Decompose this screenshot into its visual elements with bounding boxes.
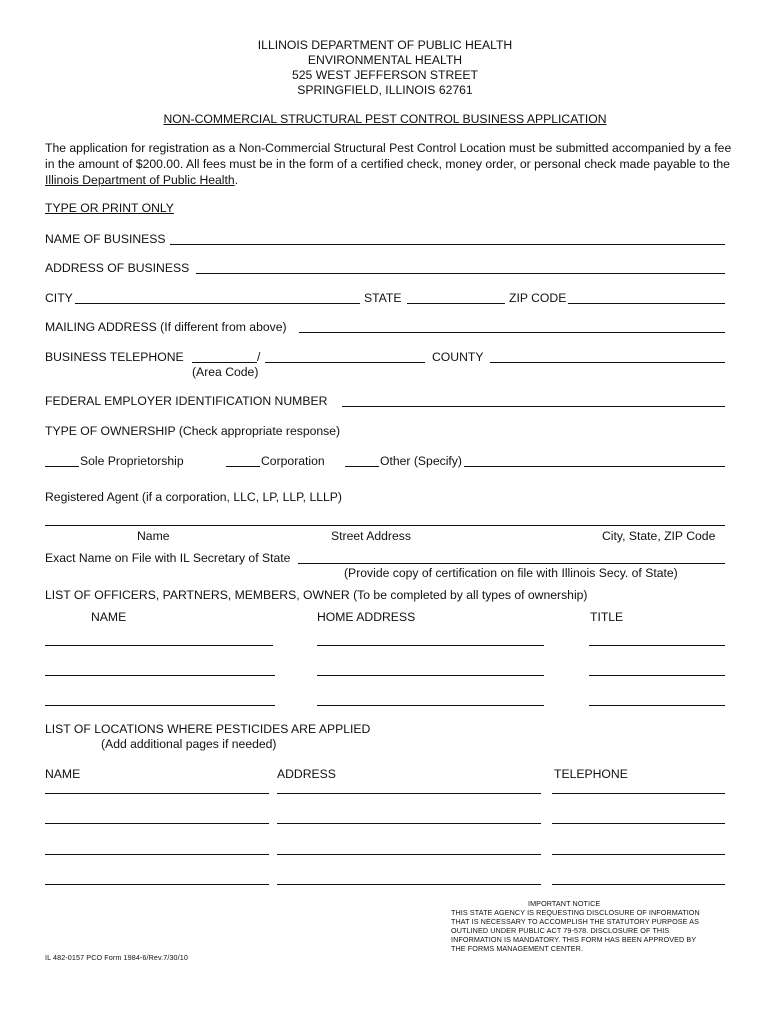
notice-line: THIS STATE AGENCY IS REQUESTING DISCLOSURE OF INFORMATION: [451, 908, 700, 917]
location-telephone-field[interactable]: [552, 840, 725, 855]
exact-name-field[interactable]: [298, 549, 725, 564]
officer-title-field[interactable]: [589, 661, 725, 676]
area-code-caption: (Area Code): [192, 365, 259, 379]
location-address-field[interactable]: [277, 809, 541, 824]
street-address: 525 WEST JEFFERSON STREET: [291, 68, 478, 82]
provide-copy-note: (Provide copy of certification on file with Illinois Secy. of State): [344, 566, 678, 580]
officer-address-field[interactable]: [317, 661, 544, 676]
agency-name: ILLINOIS DEPARTMENT OF PUBLIC HEALTH: [257, 38, 513, 52]
name-of-business-label: NAME OF BUSINESS: [45, 232, 166, 246]
agent-city-caption: City, State, ZIP Code: [602, 529, 716, 543]
agent-name-caption: Name: [137, 529, 170, 543]
address-of-business-field[interactable]: [196, 259, 725, 274]
location-name-field[interactable]: [45, 809, 269, 824]
officer-name-field[interactable]: [45, 691, 275, 706]
notice-line: THE FORMS MANAGEMENT CENTER.: [451, 944, 584, 953]
mailing-address-field[interactable]: [299, 318, 725, 333]
phone-separator: /: [257, 350, 261, 364]
officers-title-header: TITLE: [590, 610, 624, 624]
notice-line: THAT IS NECESSARY TO ACCOMPLISH THE STATUTORY PURPOSE AS: [451, 917, 700, 926]
locations-telephone-header: TELEPHONE: [554, 767, 628, 781]
intro-paragraph: [45, 140, 735, 188]
city-field[interactable]: [75, 289, 360, 304]
other-checkbox[interactable]: [345, 452, 379, 467]
area-code-field[interactable]: [192, 348, 257, 363]
idph-payee: Illinois Department of Public Health: [45, 173, 235, 187]
registered-agent-field[interactable]: [45, 511, 725, 526]
locations-name-header: NAME: [45, 767, 81, 781]
exact-name-label: Exact Name on File with IL Secretary of State: [45, 551, 291, 565]
locations-heading: LIST OF LOCATIONS WHERE PESTICIDES ARE APPLIED: [45, 722, 371, 736]
officers-home-address-header: HOME ADDRESS: [317, 610, 416, 624]
other-specify-label: Other (Specify): [380, 454, 462, 468]
location-address-field[interactable]: [277, 840, 541, 855]
agent-street-caption: Street Address: [331, 529, 411, 543]
corporation-label: Corporation: [261, 454, 325, 468]
location-telephone-field[interactable]: [552, 809, 725, 824]
name-of-business-field[interactable]: [170, 230, 725, 245]
location-name-field[interactable]: [45, 840, 269, 855]
form-id: IL 482-0157 PCO Form 1984-6/Rev.7/30/10: [45, 953, 188, 962]
locations-subheading: (Add additional pages if needed): [101, 737, 277, 751]
notice-line: OUTLINED UNDER PUBLIC ACT 79-578. DISCLOSURE OF THIS: [451, 926, 670, 935]
address-of-business-label: ADDRESS OF BUSINESS: [45, 261, 190, 275]
type-of-ownership-label: TYPE OF OWNERSHIP (Check appropriate response): [45, 424, 341, 438]
location-name-field[interactable]: [45, 779, 269, 794]
locations-address-header: ADDRESS: [277, 767, 336, 781]
location-address-field[interactable]: [277, 779, 541, 794]
city-state-zip: SPRINGFIELD, ILLINOIS 62761: [297, 83, 473, 97]
officer-title-field[interactable]: [589, 631, 725, 646]
business-telephone-label: BUSINESS TELEPHONE: [45, 350, 184, 364]
officer-name-field[interactable]: [45, 631, 273, 646]
registered-agent-label: Registered Agent (if a corporation, LLC, LP, LLP, LLLP): [45, 490, 342, 504]
county-label: COUNTY: [432, 350, 484, 364]
zip-code-label: ZIP CODE: [509, 291, 567, 305]
location-name-field[interactable]: [45, 870, 269, 885]
intro-text: The application for registration as a Non-Commercial Structural Pest Control Location must be submitted accompanied by a fee in the amount of $200.00. All fees must be in the form of a certified check, money order, or personal check made payable to the: [45, 141, 732, 171]
officer-name-field[interactable]: [45, 661, 275, 676]
fein-label: FEDERAL EMPLOYER IDENTIFICATION NUMBER: [45, 394, 328, 408]
type-or-print-note: TYPE OR PRINT ONLY: [45, 201, 174, 215]
phone-number-field[interactable]: [265, 348, 425, 363]
division-name: ENVIRONMENTAL HEALTH: [307, 53, 463, 67]
officer-address-field[interactable]: [317, 691, 544, 706]
other-specify-field[interactable]: [464, 452, 725, 467]
officers-name-header: NAME: [91, 610, 127, 624]
officer-address-field[interactable]: [317, 631, 544, 646]
mailing-address-label: MAILING ADDRESS (If different from above): [45, 320, 287, 334]
location-telephone-field[interactable]: [552, 870, 725, 885]
location-address-field[interactable]: [277, 870, 541, 885]
form-title: NON-COMMERCIAL STRUCTURAL PEST CONTROL BUSINESS APPLICATION: [163, 112, 607, 126]
state-label: STATE: [364, 291, 402, 305]
officer-title-field[interactable]: [589, 691, 725, 706]
fein-field[interactable]: [342, 392, 725, 407]
notice-line: INFORMATION IS MANDATORY. THIS FORM HAS BEEN APPROVED BY: [451, 935, 697, 944]
city-label: CITY: [45, 291, 73, 305]
sole-proprietorship-checkbox[interactable]: [45, 452, 79, 467]
zip-code-field[interactable]: [568, 289, 725, 304]
officers-heading: LIST OF OFFICERS, PARTNERS, MEMBERS, OWNER (To be completed by all types of ownership): [45, 588, 588, 602]
important-notice-title: IMPORTANT NOTICE: [528, 899, 601, 908]
state-field[interactable]: [407, 289, 505, 304]
corporation-checkbox[interactable]: [226, 452, 260, 467]
county-field[interactable]: [490, 348, 725, 363]
intro-end: .: [234, 173, 239, 187]
location-telephone-field[interactable]: [552, 779, 725, 794]
sole-proprietorship-label: Sole Proprietorship: [80, 454, 184, 468]
